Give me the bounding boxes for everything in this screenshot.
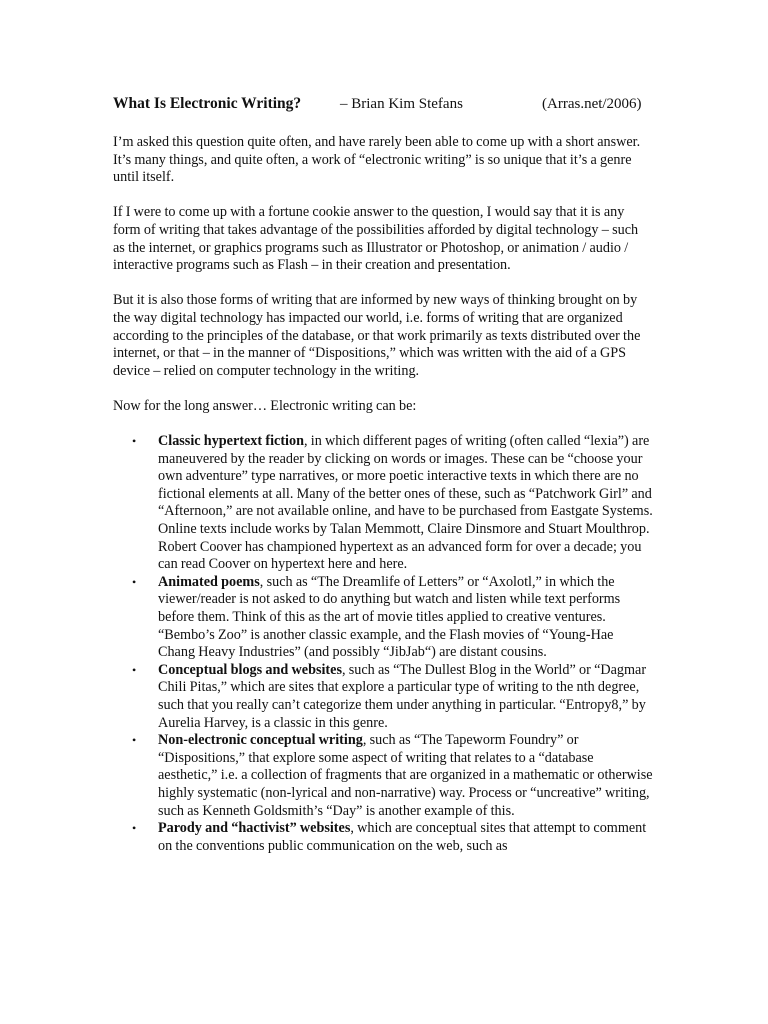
source-citation: (Arras.net/2006) [542,96,642,112]
document-header [113,95,653,117]
bullet-icon: • [132,733,137,748]
paragraph-intro: I’m asked this question quite often, and have rarely been able to come up with a short answer. It’s many things, and quite often, a work of “electronic writing” is so unique that it’s a genre until itself. [113,134,641,186]
list-item-term: Animated poems [158,573,260,590]
list-item [113,662,653,732]
bullet-icon: • [132,821,137,836]
author-byline: – Brian Kim Stefans [340,96,463,112]
paragraph-database: But it is also those forms of writing that are informed by new ways of thinking brought on by the way digital technology has impacted our world, i.e. forms of writing that are organized according to the principles of the database, or that work primarily as texts distributed over the internet, or that – in the manner of “Dispositions,” which was written with the aid of a GPS device – relied on computer technology in the writing. [113,292,641,379]
list-item-term: Conceptual blogs and websites [158,661,342,678]
bullet-icon: • [132,662,137,677]
genre-list [113,433,653,855]
paragraph-long-answer: Now for the long answer… Electronic writing can be: [113,397,417,414]
list-item-term: Parody and “hactivist” websites [158,820,351,837]
list-item [113,820,653,855]
list-item-text: , such as “The Dullest Blog in the World” or “Dagmar Chili Pitas,” which are sites that explore a particular type of writing to the nth degree, such that you really can’t categorize them under anything in particular. “Entropy8,” by Aurelia Harvey, is a classic in this genre. [158,661,647,731]
list-item [113,732,653,820]
document-title: What Is Electronic Writing? [113,95,302,112]
bullet-icon: • [132,574,137,589]
list-item-text: , in which different pages of writing (often called “lexia”) are maneuvered by the reader by clicking on words or images. These can be “choose your own adventure” type narratives, or more poetic interactive texts in which there are no fictional elements at all. Many of the better ones of these, such as “Patchwork Girl” and “Afternoon,” are not available online, and have to be purchased from Eastgate Systems. Online texts include works by Talan Memmott, Claire Dinsmore and Stuart Moulthrop. Robert Coover has championed hypertext as an advanced form for over a decade; you can read Coover on hypertext here and here. [158,433,653,573]
list-item-term: Non-electronic conceptual writing [158,732,363,749]
list-item [113,574,653,662]
list-item-text: , which are conceptual sites that attempt to comment on the conventions public communication on the web, such as [158,820,647,854]
paragraph-short-answer: If I were to come up with a fortune cookie answer to the question, I would say that it is any form of writing that takes advantage of the possibilities afforded by digital technology – such as the internet, or graphics programs such as Illustrator or Photoshop, or animation / audio / interactive programs such as Flash – in their creation and presentation. [113,204,639,274]
list-item [113,433,653,574]
list-item-term: Classic hypertext fiction [158,433,304,450]
list-item-text: , such as “The Dreamlife of Letters” or “Axolotl,” in which the viewer/reader is not asked to do anything but watch and listen while text performs before them. Think of this as the art of movie titles applied to creative ventures. “Bembo’s Zoo” is another classic example, and the Flash movies of “Young-Hae Chang Heavy Industries” (and possibly “JibJab“) are distant cousins. [158,573,621,661]
document-page [113,95,653,855]
bullet-icon: • [132,434,137,449]
list-item-text: , such as “The Tapeworm Foundry” or “Dispositions,” that explore some aspect of writing that relates to a “database aesthetic,” i.e. a collection of fragments that are organized in a mathematic or otherwise highly systematic (non-lyrical and non-narrative) way. Process or “uncreative” writing, such as Kenneth Goldsmith’s “Day” is another example of this. [158,732,653,819]
